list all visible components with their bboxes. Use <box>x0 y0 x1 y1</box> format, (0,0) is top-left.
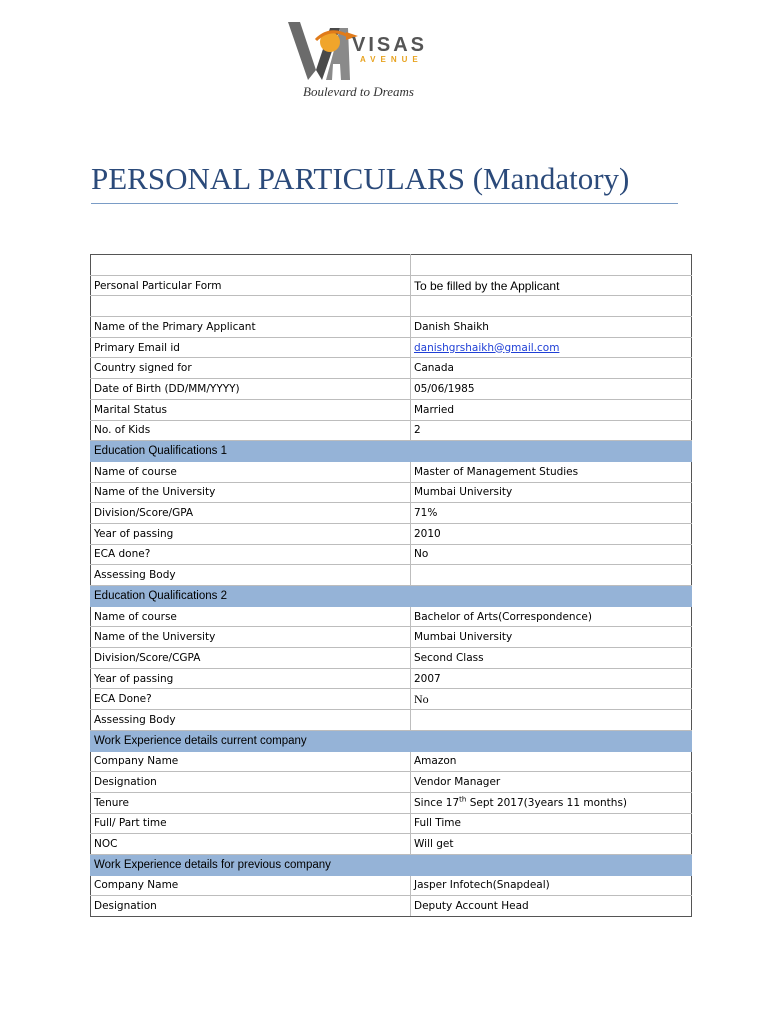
field-label: Date of Birth (DD/MM/YYYY) <box>91 379 411 400</box>
field-value: No <box>411 689 692 710</box>
field-value: Second Class <box>411 648 692 669</box>
table-row <box>91 523 692 544</box>
field-label: Name of the University <box>91 482 411 503</box>
field-label: Company Name <box>91 875 411 896</box>
table-cell <box>411 854 692 875</box>
field-label: Name of the University <box>91 627 411 648</box>
visas-avenue-logo <box>286 18 456 104</box>
table-row <box>91 792 692 813</box>
personal-particulars-table <box>90 254 692 917</box>
table-cell <box>91 296 411 317</box>
table-row <box>91 565 692 586</box>
table-cell <box>411 441 692 462</box>
field-label: Designation <box>91 772 411 793</box>
field-label: NOC <box>91 834 411 855</box>
table-row-header <box>91 275 692 296</box>
field-value: Full Time <box>411 813 692 834</box>
field-label: Country signed for <box>91 358 411 379</box>
field-value: Mumbai University <box>411 627 692 648</box>
field-value: Vendor Manager <box>411 772 692 793</box>
table-row <box>91 648 692 669</box>
section-header-row <box>91 854 692 875</box>
field-value <box>411 792 692 813</box>
form-header-value: To be filled by the Applicant <box>411 275 692 296</box>
table-cell <box>411 255 692 276</box>
section-title: Work Experience details for previous company <box>91 854 411 875</box>
form-header-label: Personal Particular Form <box>91 275 411 296</box>
email-link[interactable]: danishgrshaikh@gmail.com <box>414 341 560 354</box>
field-value: Married <box>411 399 692 420</box>
field-value: Mumbai University <box>411 482 692 503</box>
field-label: No. of Kids <box>91 420 411 441</box>
field-label: Division/Score/CGPA <box>91 648 411 669</box>
section-header-row <box>91 730 692 751</box>
table-row <box>91 358 692 379</box>
field-label: Name of course <box>91 606 411 627</box>
field-value: Jasper Infotech(Snapdeal) <box>411 875 692 896</box>
field-label: Year of passing <box>91 523 411 544</box>
field-value: Canada <box>411 358 692 379</box>
table-row <box>91 834 692 855</box>
field-value: Danish Shaikh <box>411 317 692 338</box>
field-label: ECA Done? <box>91 689 411 710</box>
section-title: Education Qualifications 1 <box>91 441 411 462</box>
logo-brand: VISAS <box>352 34 428 56</box>
field-value: No <box>411 544 692 565</box>
field-value: 2010 <box>411 523 692 544</box>
field-label: Marital Status <box>91 399 411 420</box>
table-row <box>91 772 692 793</box>
field-label: Designation <box>91 896 411 917</box>
section-header-row <box>91 586 692 607</box>
field-value: Amazon <box>411 751 692 772</box>
field-label: Division/Score/GPA <box>91 503 411 524</box>
field-value <box>411 710 692 731</box>
field-label: Name of the Primary Applicant <box>91 317 411 338</box>
table-row <box>91 689 692 710</box>
page-title: PERSONAL PARTICULARS (Mandatory) <box>91 161 630 196</box>
field-value <box>411 565 692 586</box>
field-label: Year of passing <box>91 668 411 689</box>
table-row <box>91 710 692 731</box>
field-label: Assessing Body <box>91 710 411 731</box>
field-value: 2007 <box>411 668 692 689</box>
table-cell <box>411 586 692 607</box>
field-label: Company Name <box>91 751 411 772</box>
table-row <box>91 461 692 482</box>
field-label: Assessing Body <box>91 565 411 586</box>
field-label: Tenure <box>91 792 411 813</box>
table-row <box>91 751 692 772</box>
table-row <box>91 606 692 627</box>
table-row <box>91 337 692 358</box>
section-title: Education Qualifications 2 <box>91 586 411 607</box>
field-label: Name of course <box>91 461 411 482</box>
table-row-empty <box>91 296 692 317</box>
tenure-prefix: Since 17 <box>414 796 460 809</box>
table-row <box>91 544 692 565</box>
table-row <box>91 896 692 917</box>
logo-brand-sub: AVENUE <box>360 55 423 64</box>
field-label: Primary Email id <box>91 337 411 358</box>
table-row <box>91 875 692 896</box>
field-value: Master of Management Studies <box>411 461 692 482</box>
table-row <box>91 420 692 441</box>
table-row <box>91 482 692 503</box>
field-value: 05/06/1985 <box>411 379 692 400</box>
table-row <box>91 813 692 834</box>
field-label: Full/ Part time <box>91 813 411 834</box>
table-cell <box>411 730 692 751</box>
field-value <box>411 337 692 358</box>
table-cell <box>411 296 692 317</box>
table-row-empty <box>91 255 692 276</box>
table-row <box>91 503 692 524</box>
field-value: Will get <box>411 834 692 855</box>
tenure-suffix: Sept 2017(3years 11 months) <box>466 796 628 809</box>
table-row <box>91 668 692 689</box>
field-value: Bachelor of Arts(Correspondence) <box>411 606 692 627</box>
title-divider <box>91 203 678 204</box>
section-header-row <box>91 441 692 462</box>
table-row <box>91 317 692 338</box>
table-row <box>91 627 692 648</box>
field-value: Deputy Account Head <box>411 896 692 917</box>
table-row <box>91 379 692 400</box>
table-cell <box>91 255 411 276</box>
section-title: Work Experience details current company <box>91 730 411 751</box>
field-value: 71% <box>411 503 692 524</box>
field-value: 2 <box>411 420 692 441</box>
logo-tagline: Boulevard to Dreams <box>303 84 414 99</box>
tenure-ordinal: th <box>459 795 467 804</box>
table-row <box>91 399 692 420</box>
field-label: ECA done? <box>91 544 411 565</box>
